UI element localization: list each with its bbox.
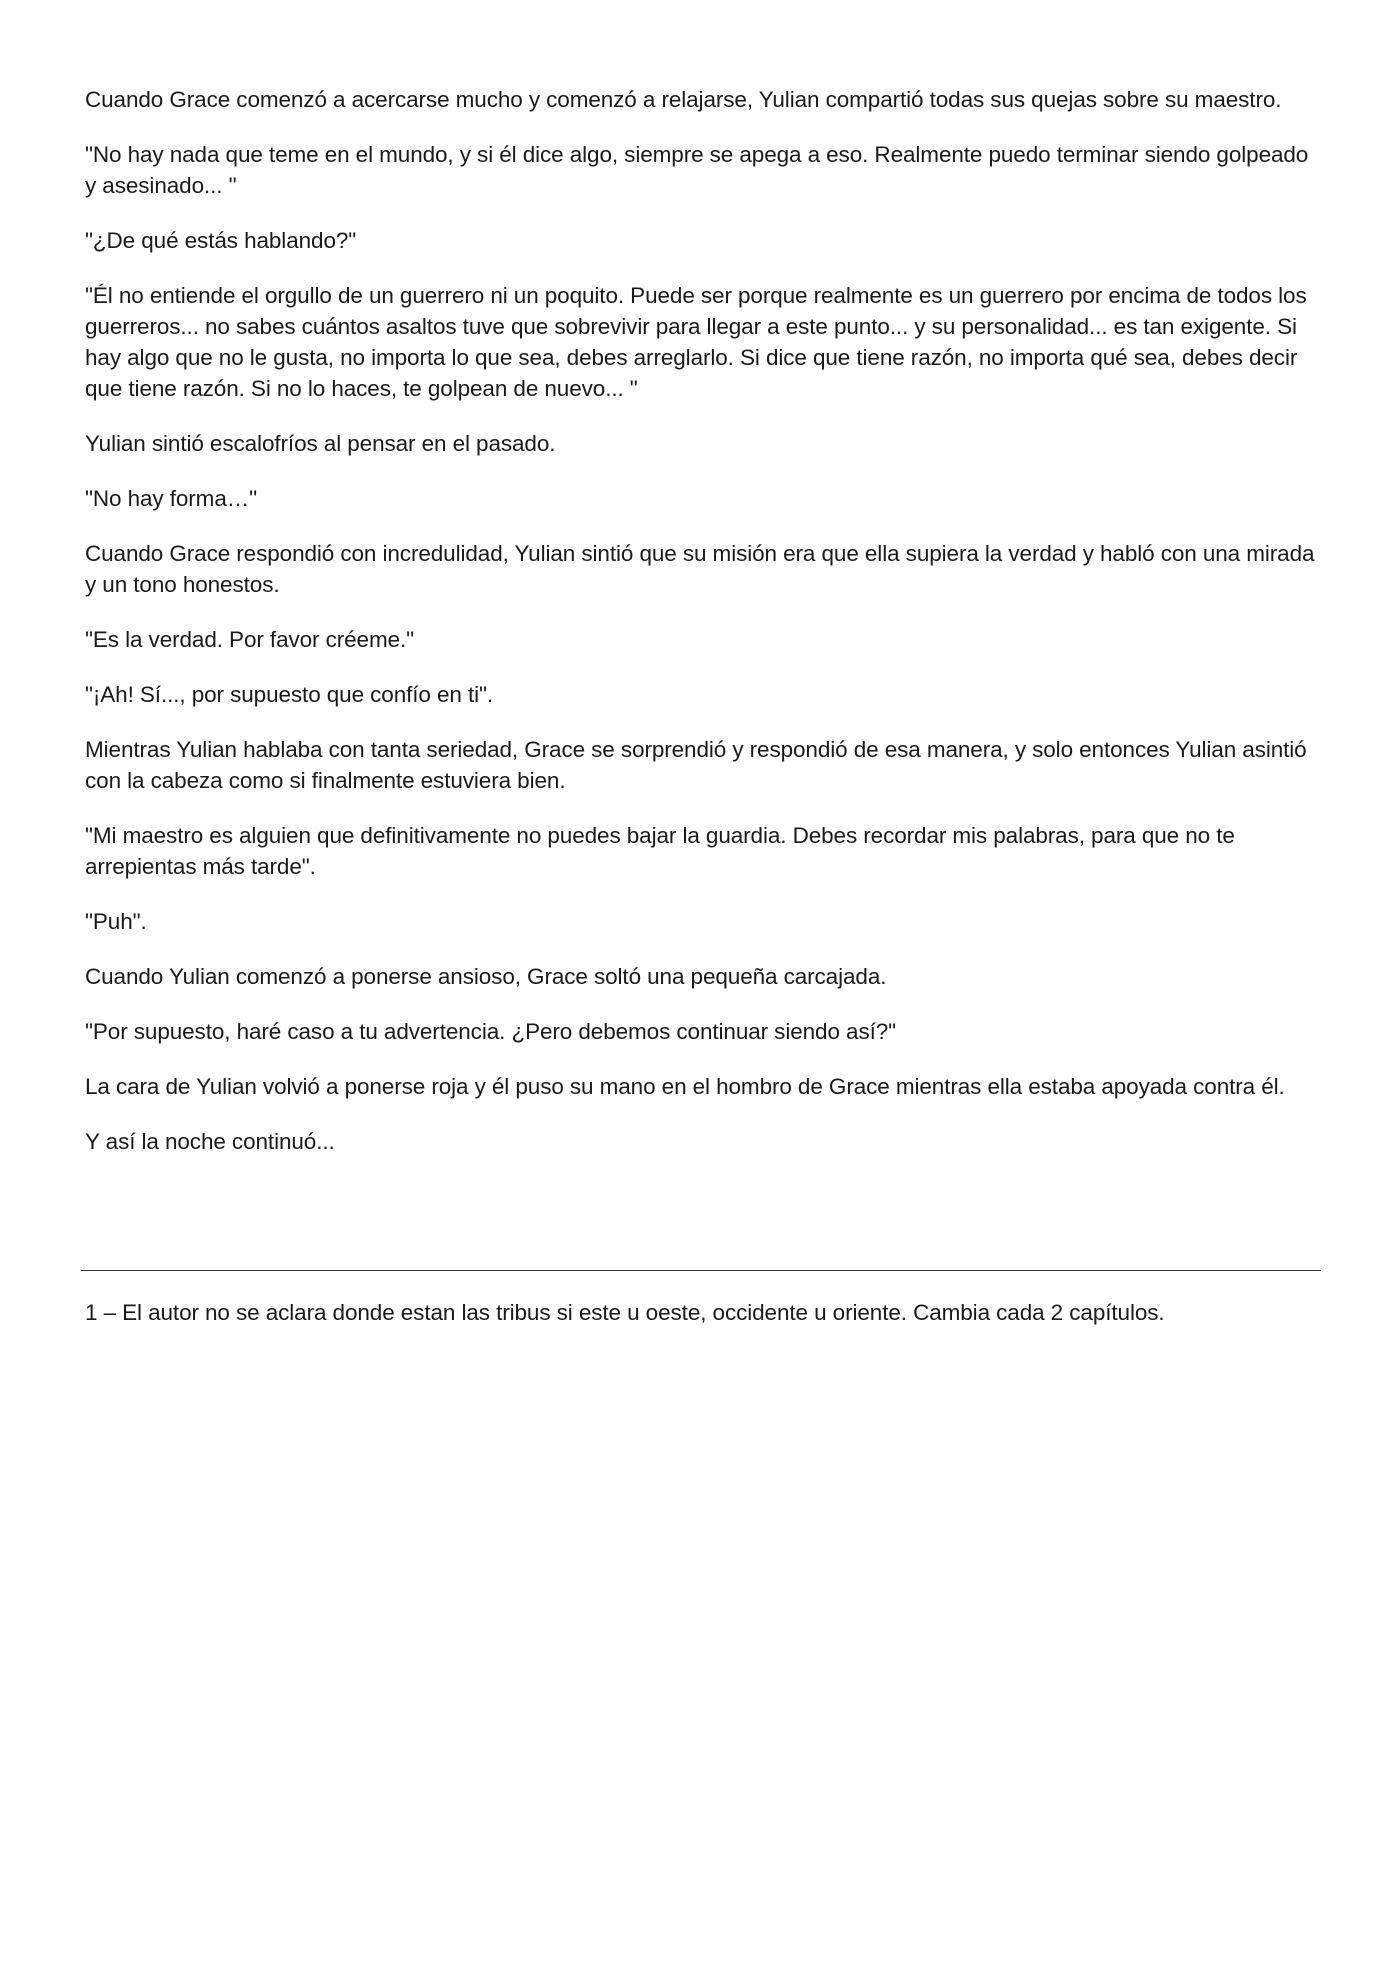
footnote: 1 – El autor no se aclara donde estan las tribus si este u oeste, occidente u oriente. Cambia cada 2 capítulos. — [85, 1300, 1165, 1325]
paragraph: La cara de Yulian volvió a ponerse roja y él puso su mano en el hombro de Grace mientras ella estaba apoyada contra él. — [85, 1074, 1285, 1099]
paragraph: "No hay forma…" — [85, 486, 258, 511]
paragraph: Cuando Grace respondió con incredulidad, Yulian sintió que su misión era que ella supiera la verdad y habló con una mirada y un tono honestos. — [85, 541, 1315, 597]
footnote-separator — [81, 1270, 1321, 1271]
paragraph: "Mi maestro es alguien que definitivamente no puedes bajar la guardia. Debes recordar mis palabras, para que no te arrepientas más tarde". — [85, 823, 1235, 879]
paragraph: "Es la verdad. Por favor créeme." — [85, 627, 415, 652]
paragraph: "No hay nada que teme en el mundo, y si él dice algo, siempre se apega a eso. Realmente puedo terminar siendo golpeado y asesinado... " — [85, 142, 1309, 198]
paragraph: "¿De qué estás hablando?" — [85, 228, 357, 253]
paragraph: "¡Ah! Sí..., por supuesto que confío en ti". — [85, 682, 494, 707]
paragraph: Cuando Grace comenzó a acercarse mucho y comenzó a relajarse, Yulian compartió todas sus quejas sobre su maestro. — [85, 87, 1282, 112]
paragraph: "Por supuesto, haré caso a tu advertencia. ¿Pero debemos continuar siendo así?" — [85, 1019, 897, 1044]
paragraph: "Puh". — [85, 909, 147, 934]
body-text — [85, 84, 1318, 1181]
paragraph: "Él no entiende el orgullo de un guerrero ni un poquito. Puede ser porque realmente es un guerrero por encima de todos los guerreros... no sabes cuántos asaltos tuve que sobrevivir para llegar a este punto... y su personalidad... es tan exigente. Si hay algo que no le gusta, no importa lo que sea, debes arreglarlo. Si dice que tiene razón, no importa qué sea, debes decir que tiene razón. Si no lo haces, te golpean de nuevo... " — [85, 283, 1307, 401]
paragraph: Yulian sintió escalofríos al pensar en el pasado. — [85, 431, 556, 456]
paragraph: Y así la noche continuó... — [85, 1129, 335, 1154]
paragraph: Mientras Yulian hablaba con tanta seriedad, Grace se sorprendió y respondió de esa manera, y solo entonces Yulian asintió con la cabeza como si finalmente estuviera bien. — [85, 737, 1307, 793]
paragraph: Cuando Yulian comenzó a ponerse ansioso, Grace soltó una pequeña carcajada. — [85, 964, 887, 989]
